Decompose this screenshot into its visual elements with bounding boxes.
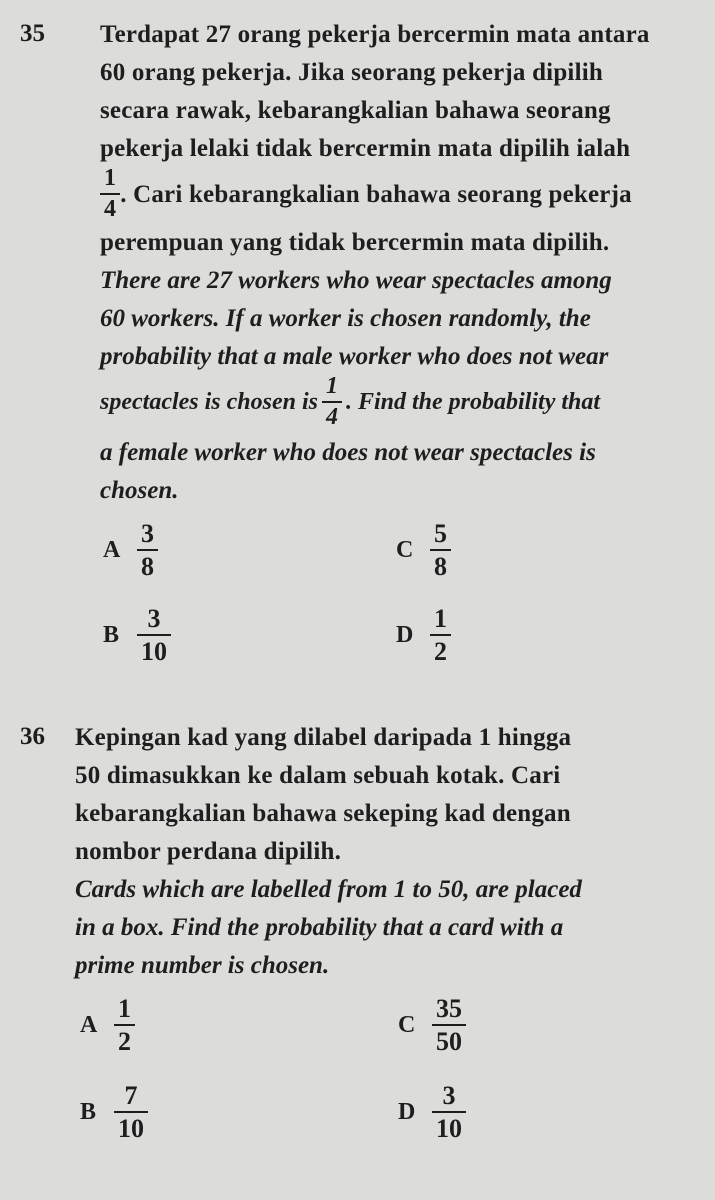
q36-malay-line-2: 50 dimasukkan ke dalam sebuah kotak. Cari [75,762,561,789]
q35-english-line-1: There are 27 workers who wear spectacles among [100,267,612,294]
option-letter: B [80,1098,97,1125]
q35-english-after-fraction: . Find the probability that [345,389,601,416]
option-fraction [432,995,466,1056]
q35-malay-line-1: Terdapat 27 orang pekerja bercermin mata antara [100,21,650,48]
option-fraction [114,995,135,1056]
fraction-numerator: 1 [434,604,447,633]
option-fraction [137,605,171,666]
q36-english-line-1: Cards which are labelled from 1 to 50, are placed [75,876,582,903]
q36-option-a[interactable] [80,995,135,1056]
option-fraction [432,1082,466,1143]
q35-english-before-fraction: spectacles is chosen is [100,389,318,416]
q35-english-line-4 [100,374,600,430]
option-fraction [430,520,451,581]
q35-malay-line-5 [100,166,632,222]
q35-malay-line-6: perempuan yang tidak bercermin mata dipilih. [100,229,610,256]
option-letter: C [396,536,414,563]
fraction-denominator: 8 [137,549,158,580]
option-fraction [137,520,158,581]
question-35-number: 35 [20,20,45,47]
q35-malay-fraction [100,166,120,222]
option-letter: C [398,1011,416,1038]
fraction-denominator: 2 [114,1024,135,1055]
q35-malay-line-2: 60 orang pekerja. Jika seorang pekerja dipilih [100,59,603,86]
option-letter: D [396,621,414,648]
fraction-denominator: 4 [100,193,120,222]
fraction-numerator: 3 [442,1081,456,1110]
option-letter: A [80,1011,98,1038]
fraction-denominator: 4 [322,401,342,430]
q35-malay-line-3: secara rawak, kebarangkalian bahawa seorang [100,97,611,124]
q36-option-c[interactable] [398,995,466,1056]
fraction-denominator: 8 [430,549,451,580]
q35-option-a[interactable] [103,520,158,581]
fraction-denominator: 10 [432,1111,466,1142]
q36-option-b[interactable] [80,1082,148,1143]
option-letter: D [398,1098,416,1125]
option-fraction [114,1082,148,1143]
q35-english-line-6: chosen. [100,477,179,504]
q35-option-b[interactable] [103,605,171,666]
option-letter: B [103,621,120,648]
q35-malay-line-4: pekerja lelaki tidak bercermin mata dipilih ialah [100,135,631,162]
q36-malay-line-1: Kepingan kad yang dilabel daripada 1 hingga [75,724,572,751]
q35-english-line-2: 60 workers. If a worker is chosen randomly, the [100,305,591,332]
q35-option-d[interactable] [396,605,451,666]
q36-malay-line-4: nombor perdana dipilih. [75,838,342,865]
option-fraction [430,605,451,666]
q35-malay-after-fraction: . Cari kebarangkalian bahawa seorang pekerja [120,180,632,208]
q35-english-line-5: a female worker who does not wear spectacles is [100,439,596,466]
q36-english-line-3: prime number is chosen. [75,952,330,979]
option-letter: A [103,536,121,563]
fraction-numerator: 7 [124,1081,138,1110]
q36-english-line-2: in a box. Find the probability that a card with a [75,914,564,941]
q36-malay-line-3: kebarangkalian bahawa sekeping kad dengan [75,800,571,827]
fraction-denominator: 50 [432,1024,466,1055]
fraction-numerator: 1 [104,165,117,191]
fraction-numerator: 1 [118,994,131,1023]
fraction-denominator: 10 [114,1111,148,1142]
fraction-denominator: 10 [137,634,171,665]
fraction-numerator: 3 [147,604,161,633]
fraction-numerator: 1 [325,373,338,399]
fraction-numerator: 5 [434,519,447,548]
fraction-numerator: 35 [436,994,462,1023]
q35-english-line-3: probability that a male worker who does not wear [100,343,609,370]
q35-option-c[interactable] [396,520,451,581]
q35-english-fraction [322,374,342,430]
question-36-number: 36 [20,723,45,750]
q36-option-d[interactable] [398,1082,466,1143]
fraction-denominator: 2 [430,634,451,665]
fraction-numerator: 3 [141,519,154,548]
